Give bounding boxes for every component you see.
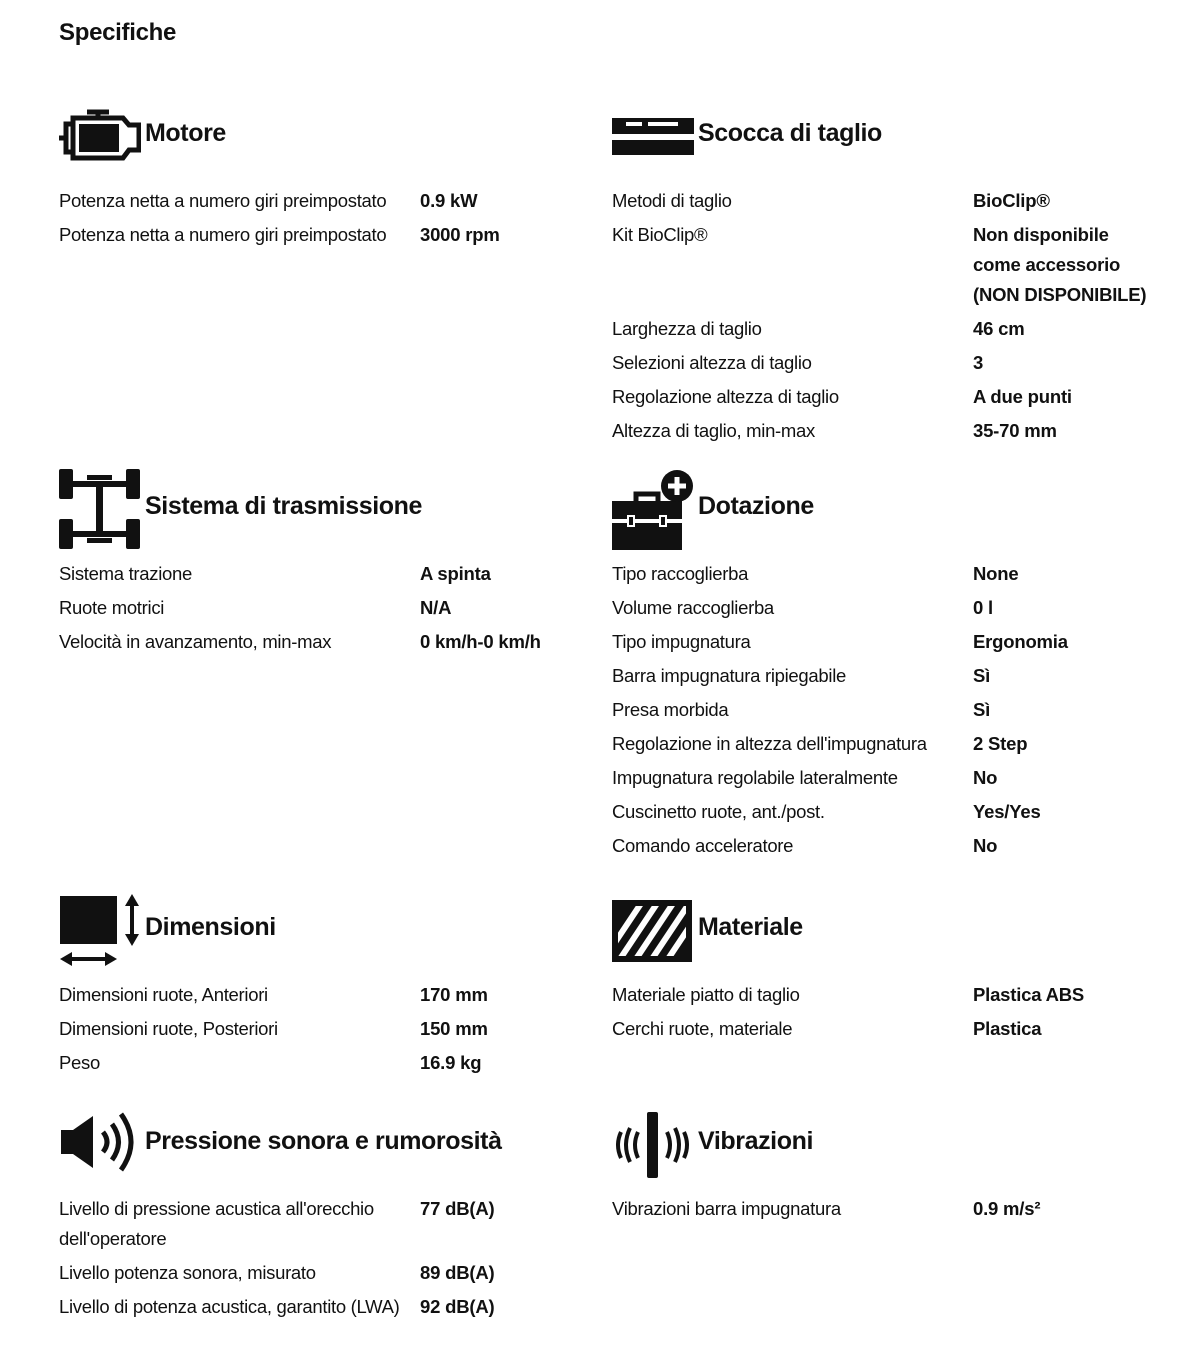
spec-value: 77 dB(A) [420,1198,495,1219]
section-header [59,88,599,178]
vibration-icon [612,1096,694,1186]
section-header [59,461,599,551]
spec-row [612,184,1152,218]
spec-row [612,625,1152,659]
section-header [612,461,1152,551]
spec-row [612,346,1152,380]
spec-row [612,659,1152,693]
section-header [612,882,1152,972]
section-title: Dimensioni [145,913,276,941]
section-header [612,88,1152,178]
spec-label: Sistema trazione [59,563,192,584]
spec-value: Plastica ABS [973,984,1085,1005]
page-title: Specifiche [59,19,177,46]
spec-label: Volume raccoglierba [612,597,774,618]
spec-value: No [973,835,998,856]
spec-value: 89 dB(A) [420,1262,495,1283]
spec-row [59,591,599,625]
spec-row [612,1012,1152,1046]
spec-value: Plastica [973,1018,1042,1039]
spec-label: Ruote motrici [59,597,165,618]
spec-label: Dimensioni ruote, Anteriori [59,984,268,1005]
spec-row [612,795,1152,829]
spec-row [59,184,599,218]
spec-row [612,829,1152,863]
spec-value: 0.9 m/s² [973,1198,1041,1219]
spec-row [612,218,1152,312]
section-sistema-di-trasmissione [59,461,599,659]
spec-label: Cuscinetto ruote, ant./post. [612,801,825,822]
spec-value: 150 mm [420,1018,488,1039]
spec-row [59,1256,599,1290]
spec-row [612,591,1152,625]
spec-value: BioClip® [973,190,1050,211]
spec-value: Sì [973,665,991,686]
spec-value: Sì [973,699,991,720]
spec-label: Tipo raccoglierba [612,563,749,584]
spec-label: Altezza di taglio, min-max [612,420,815,441]
section-title: Vibrazioni [698,1127,814,1155]
section-title: Sistema di trasmissione [145,492,423,520]
spec-value: Ergonomia [973,631,1068,652]
section-materiale [612,882,1152,1046]
spec-label: Impugnatura regolabile lateralmente [612,767,898,788]
spec-label: Velocità in avanzamento, min-max [59,631,332,652]
section-title: Dotazione [698,492,814,520]
spec-row [612,414,1152,448]
section-header [59,1096,599,1186]
spec-label: Dimensioni ruote, Posteriori [59,1018,278,1039]
spec-label: Kit BioClip® [612,224,708,245]
spec-value: 3 [973,352,984,373]
spec-label: Barra impugnatura ripiegabile [612,665,846,686]
spec-label: Metodi di taglio [612,190,732,211]
section-dotazione [612,461,1152,863]
spec-row [59,978,599,1012]
spec-label: Peso [59,1052,100,1073]
spec-value: 92 dB(A) [420,1296,495,1317]
spec-label: Larghezza di taglio [612,318,762,339]
spec-value: 35-70 mm [973,420,1057,441]
spec-label: Presa morbida [612,699,729,720]
spec-label: Livello potenza sonora, misurato [59,1262,316,1283]
spec-label: Potenza netta a numero giri preimpostato [59,224,387,245]
spec-row [59,625,599,659]
spec-value: 2 Step [973,733,1028,754]
spec-row [612,1192,1152,1226]
spec-label: Regolazione in altezza dell'impugnatura [612,733,927,754]
spec-row [59,557,599,591]
spec-value: A due punti [973,386,1072,407]
spec-label: Materiale piatto di taglio [612,984,800,1005]
spec-label: Vibrazioni barra impugnatura [612,1198,841,1219]
spec-value: 0.9 kW [420,190,478,211]
speaker-icon [59,1096,141,1186]
section-header [612,1096,1152,1186]
spec-row [59,1192,599,1256]
spec-row [612,727,1152,761]
spec-label: Cerchi ruote, materiale [612,1018,793,1039]
spec-label: Livello di potenza acustica, garantito (LWA) [59,1296,400,1317]
spec-row [612,312,1152,346]
spec-row [612,761,1152,795]
material-icon [612,882,694,972]
toolbox-plus-icon [612,461,694,551]
section-motore [59,88,599,252]
spec-value: N/A [420,597,452,618]
section-title: Scocca di taglio [698,119,882,147]
spec-row [612,693,1152,727]
spec-row [59,1290,599,1324]
spec-label: Tipo impugnatura [612,631,751,652]
section-title: Motore [145,119,226,147]
spec-value: 3000 rpm [420,224,500,245]
spec-value: Non disponibile come accessorio (NON DISPONIBILE) [973,224,1147,305]
section-scocca-di-taglio [612,88,1152,448]
section-dimensioni [59,882,599,1080]
spec-value: 170 mm [420,984,488,1005]
section-title: Materiale [698,913,803,941]
drivetrain-icon [59,461,141,551]
spec-row [59,218,599,252]
spec-value: 46 cm [973,318,1025,339]
spec-value: Yes/Yes [973,801,1041,822]
spec-label: Potenza netta a numero giri preimpostato [59,190,387,211]
spec-value: A spinta [420,563,491,584]
spec-value: 16.9 kg [420,1052,482,1073]
spec-label: Comando acceleratore [612,835,794,856]
spec-value: No [973,767,998,788]
engine-icon [59,88,141,178]
spec-label: Selezioni altezza di taglio [612,352,812,373]
section-header [59,882,599,972]
spec-label: Livello di pressione acustica all'orecchio dell'operatore [59,1198,374,1249]
spec-row [59,1012,599,1046]
spec-value: None [973,563,1019,584]
spec-value: 0 l [973,597,993,618]
spec-value: 0 km/h-0 km/h [420,631,541,652]
spec-row [59,1046,599,1080]
spec-row [612,978,1152,1012]
section-vibrazioni [612,1096,1152,1226]
spec-row [612,557,1152,591]
spec-label: Regolazione altezza di taglio [612,386,839,407]
cutting-deck-icon [612,88,694,178]
section-pressione-sonora [59,1096,599,1324]
section-title: Pressione sonora e rumorosità [145,1127,502,1155]
spec-row [612,380,1152,414]
dimensions-icon [59,882,141,972]
